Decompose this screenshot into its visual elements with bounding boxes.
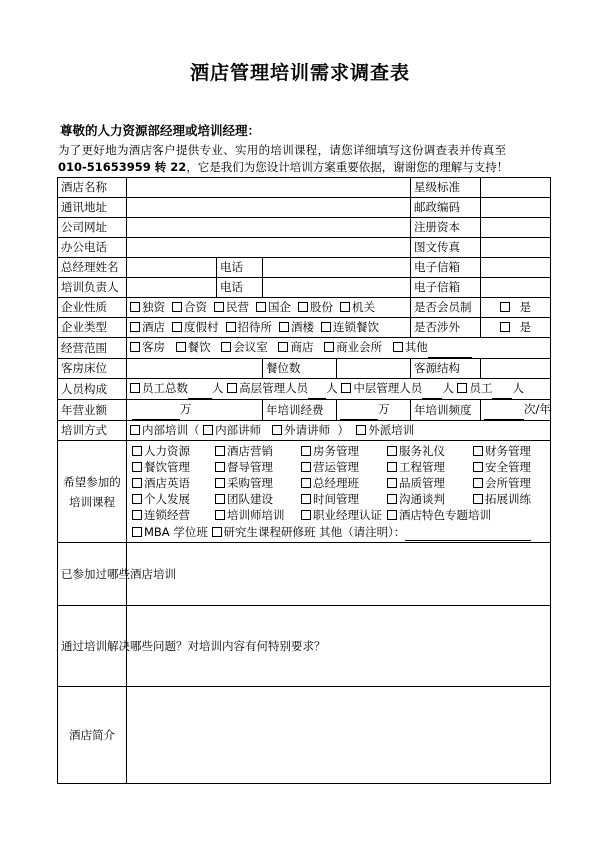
course-label: 会所管理 — [485, 476, 531, 490]
course-option[interactable] — [473, 459, 559, 475]
course-label: 团队建设 — [227, 492, 273, 506]
option-label: 是 — [519, 300, 531, 314]
checkbox-icon[interactable] — [301, 462, 311, 472]
page-title: 酒店管理培训需求调查表 — [189, 62, 410, 84]
course-label: 安全管理 — [485, 460, 531, 474]
course-label: 拓展训练 — [485, 492, 531, 506]
row-training-lead — [58, 278, 551, 298]
label-guest-structure: 客源结构 — [411, 359, 481, 379]
field-gm-phone[interactable] — [263, 258, 411, 278]
checkbox-icon[interactable] — [212, 527, 222, 537]
course-option[interactable] — [132, 443, 215, 459]
survey-form-table — [57, 177, 551, 784]
field-hotel-name[interactable] — [127, 178, 411, 198]
staff-worker-blank[interactable] — [492, 379, 512, 399]
label-gm-email: 电子信箱 — [411, 258, 481, 278]
method-internal-lecturer-label: 内部讲师 — [215, 423, 262, 437]
row-staff — [58, 379, 551, 400]
nature-option[interactable] — [172, 300, 207, 314]
type-options — [127, 318, 411, 338]
label-enterprise-type: 企业类型 — [58, 318, 127, 338]
unit-label: 万 — [378, 402, 390, 416]
checkbox-icon[interactable] — [500, 302, 510, 312]
course-label: 品质管理 — [399, 476, 445, 490]
option-label: 商店 — [290, 340, 314, 354]
row-courses — [58, 441, 551, 543]
checkbox-icon[interactable] — [473, 494, 483, 504]
checkbox-icon[interactable] — [214, 302, 224, 312]
course-option[interactable] — [215, 475, 301, 491]
label-budget: 年培训经费 — [263, 400, 337, 421]
row-enterprise-type — [58, 318, 551, 338]
scope-option[interactable] — [324, 340, 382, 354]
row-problems — [58, 606, 551, 687]
field-registered-capital[interactable] — [481, 218, 551, 238]
checkbox-icon[interactable] — [132, 446, 142, 456]
option-label: 客房 — [142, 340, 165, 354]
intro-line-1: 为了更好地为酒店客户提供专业、实用的培训课程，请您详细填写这份调查表并传真至 — [58, 143, 507, 157]
checkbox-icon[interactable] — [279, 322, 289, 332]
course-option[interactable] — [132, 459, 215, 475]
checkbox-icon[interactable] — [203, 425, 213, 435]
type-option[interactable] — [321, 320, 379, 334]
type-option[interactable] — [172, 320, 219, 334]
nature-option[interactable] — [298, 300, 333, 314]
row-office-phone — [58, 238, 551, 258]
checkbox-icon[interactable] — [221, 342, 231, 352]
option-label: 是 — [519, 320, 531, 334]
unit-label: 万 — [180, 402, 192, 416]
option-label: 连锁餐饮 — [333, 320, 379, 334]
course-label: 营运管理 — [313, 460, 359, 474]
row-attended — [58, 543, 551, 606]
course-label: 工程管理 — [399, 460, 445, 474]
staff-senior-label: 高层管理人员 — [239, 381, 309, 395]
checkbox-icon[interactable] — [256, 302, 266, 312]
checkbox-icon[interactable] — [321, 322, 331, 332]
row-capacity — [58, 359, 551, 379]
field-website[interactable] — [127, 218, 411, 238]
checkbox-icon[interactable] — [132, 527, 142, 537]
checkbox-icon[interactable] — [215, 510, 225, 520]
label-gm-phone: 电话 — [217, 258, 263, 278]
checkbox-icon[interactable] — [130, 302, 140, 312]
row-business-scope — [58, 338, 551, 359]
checkbox-icon[interactable] — [172, 322, 182, 332]
method-options — [127, 421, 551, 441]
label-foreign: 是否涉外 — [411, 318, 481, 338]
course-label: 房务管理 — [313, 444, 359, 458]
type-option[interactable] — [130, 320, 165, 334]
row-hotel-intro — [58, 687, 551, 784]
course-option[interactable] — [132, 475, 215, 491]
label-office-phone: 办公电话 — [58, 238, 127, 258]
field-beds[interactable] — [127, 359, 263, 379]
label-lead-phone: 电话 — [217, 278, 263, 298]
label-star-rating: 星级标准 — [411, 178, 481, 198]
intro-line-2-text: ，它是我们为您设计培训方案重要依据，谢谢您的理解与支持！ — [186, 160, 509, 174]
course-label: 督导管理 — [227, 460, 273, 474]
row-finance — [58, 400, 551, 421]
membership-option[interactable] — [481, 298, 551, 318]
label-hotel-intro: 酒店简介 — [58, 687, 127, 784]
label-postal-code: 邮政编码 — [411, 198, 481, 218]
label-problems: 通过培训解决哪些问题？对培训内容有何特别要求？ — [58, 606, 127, 687]
course-option[interactable] — [215, 491, 301, 507]
scope-other-blank[interactable] — [428, 338, 472, 358]
checkbox-icon[interactable] — [387, 462, 397, 472]
checkbox-icon[interactable] — [226, 322, 236, 332]
nature-option[interactable] — [256, 300, 291, 314]
staff-fields — [127, 379, 551, 400]
checkbox-icon[interactable] — [227, 383, 237, 393]
checkbox-icon[interactable] — [298, 302, 308, 312]
row-training-method — [58, 421, 551, 441]
checkbox-icon[interactable] — [340, 302, 350, 312]
checkbox-icon[interactable] — [387, 510, 397, 520]
type-option[interactable] — [279, 320, 314, 334]
course-option[interactable] — [387, 443, 473, 459]
course-label: 沟通谈判 — [399, 492, 445, 506]
option-label: 酒楼 — [291, 320, 314, 334]
greeting: 尊敬的人力资源部经理或培训经理： — [60, 123, 261, 138]
checkbox-icon[interactable] — [130, 322, 140, 332]
label-attended: 已参加过哪些酒店培训 — [58, 543, 127, 606]
checkbox-icon[interactable] — [473, 446, 483, 456]
unit-label: 人 — [512, 381, 524, 395]
nature-options — [127, 298, 411, 318]
checkbox-icon[interactable] — [301, 478, 311, 488]
checkbox-icon[interactable] — [130, 425, 140, 435]
checkbox-icon[interactable] — [278, 342, 288, 352]
course-option[interactable] — [301, 459, 387, 475]
course-option[interactable] — [387, 491, 473, 507]
foreign-option[interactable] — [481, 318, 551, 338]
checkbox-icon[interactable] — [130, 383, 140, 393]
course-option[interactable] — [301, 507, 387, 523]
unit-label: 人 — [326, 381, 338, 395]
label-website: 公司网址 — [58, 218, 127, 238]
method-outside-label: 外派培训 — [368, 423, 415, 437]
courses-options — [127, 441, 551, 543]
label-fax: 图文传真 — [411, 238, 481, 258]
checkbox-icon[interactable] — [132, 478, 142, 488]
row-address — [58, 198, 551, 218]
checkbox-icon[interactable] — [215, 478, 225, 488]
field-attended[interactable] — [127, 543, 551, 606]
course-other-blank[interactable] — [405, 524, 531, 541]
label-beds: 客房床位 — [58, 359, 127, 379]
option-label: 商业会所 — [336, 340, 383, 354]
course-option[interactable] — [215, 459, 301, 475]
option-label: 酒店 — [142, 320, 165, 334]
checkbox-icon[interactable] — [301, 494, 311, 504]
nature-option[interactable] — [340, 300, 375, 314]
course-mba-label: MBA 学位班 — [144, 525, 208, 539]
checkbox-icon[interactable] — [387, 478, 397, 488]
checkbox-icon[interactable] — [132, 462, 142, 472]
field-seats[interactable] — [337, 359, 411, 379]
staff-middle-blank[interactable] — [422, 379, 442, 399]
field-hotel-intro[interactable] — [127, 687, 551, 784]
checkbox-icon[interactable] — [457, 383, 467, 393]
checkbox-icon[interactable] — [393, 342, 403, 352]
scope-option[interactable] — [278, 340, 313, 354]
course-label: 酒店特色专题培训 — [399, 508, 491, 522]
label-enterprise-nature: 企业性质 — [58, 298, 127, 318]
course-label: 时间管理 — [313, 492, 359, 506]
checkbox-icon[interactable] — [500, 322, 510, 332]
course-label: 财务管理 — [485, 444, 531, 458]
option-label: 国企 — [268, 300, 291, 314]
option-label: 餐饮 — [187, 340, 211, 354]
checkbox-icon[interactable] — [324, 342, 334, 352]
scope-option[interactable] — [221, 340, 268, 354]
field-revenue[interactable] — [127, 400, 263, 421]
staff-total-label: 员工总数 — [142, 381, 188, 395]
option-label: 招待所 — [237, 320, 272, 334]
course-label: 餐饮管理 — [144, 460, 190, 474]
course-option[interactable] — [301, 475, 387, 491]
scope-option[interactable] — [130, 340, 165, 354]
field-gm-email[interactable] — [481, 258, 551, 278]
course-option[interactable] — [215, 443, 301, 459]
field-office-phone[interactable] — [127, 238, 411, 258]
staff-senior-blank[interactable] — [308, 379, 326, 399]
course-label: 连锁经营 — [144, 508, 190, 522]
label-registered-capital: 注册资本 — [411, 218, 481, 238]
checkbox-icon[interactable] — [172, 302, 182, 312]
field-fax[interactable] — [481, 238, 551, 258]
label-gm-name: 总经理姓名 — [58, 258, 127, 278]
unit-label: 人 — [212, 381, 224, 395]
course-label: 服务礼仪 — [399, 444, 445, 458]
course-label: 人力资源 — [144, 444, 190, 458]
option-label: 合资 — [184, 300, 207, 314]
checkbox-icon[interactable] — [176, 342, 186, 352]
option-label: 独资 — [142, 300, 165, 314]
row-enterprise-nature — [58, 298, 551, 318]
intro-line-2 — [58, 159, 556, 176]
checkbox-icon[interactable] — [130, 342, 140, 352]
courses-label-line-2: 培训课程 — [69, 494, 115, 509]
checkbox-icon[interactable] — [356, 425, 366, 435]
field-gm-name[interactable] — [127, 258, 217, 278]
course-option[interactable] — [301, 443, 387, 459]
label-courses — [58, 441, 127, 543]
nature-option[interactable] — [214, 300, 249, 314]
course-option[interactable] — [132, 491, 215, 507]
label-address: 通讯地址 — [58, 198, 127, 218]
option-label: 民营 — [226, 300, 249, 314]
course-option[interactable] — [387, 475, 473, 491]
checkbox-icon[interactable] — [341, 383, 351, 393]
staff-total-blank[interactable] — [188, 379, 212, 399]
checkbox-icon[interactable] — [301, 446, 311, 456]
method-close-paren: ） — [337, 423, 349, 437]
option-label: 其他 — [404, 340, 428, 354]
scope-options — [127, 338, 551, 359]
checkbox-icon[interactable] — [272, 425, 282, 435]
course-option[interactable] — [301, 491, 387, 507]
course-option[interactable] — [473, 491, 559, 507]
course-option[interactable] — [132, 507, 215, 523]
course-option[interactable] — [387, 507, 559, 523]
label-training-method: 培训方式 — [58, 421, 127, 441]
course-option[interactable] — [473, 475, 559, 491]
staff-worker-label: 员工 — [469, 381, 493, 395]
course-other-label: 其他（请注明）： — [319, 525, 406, 539]
fax-number: 010-51653959 — [58, 160, 151, 174]
label-training-lead: 培训负责人 — [58, 278, 127, 298]
unit-label: 人 — [442, 381, 454, 395]
row-gm — [58, 258, 551, 278]
field-lead-email[interactable] — [481, 278, 551, 298]
field-training-lead[interactable] — [127, 278, 217, 298]
nature-option[interactable] — [130, 300, 165, 314]
checkbox-icon[interactable] — [387, 494, 397, 504]
course-option[interactable] — [215, 507, 301, 523]
option-label: 机关 — [352, 300, 375, 314]
course-label: 培训师培训 — [227, 508, 285, 522]
label-frequency: 年培训频度 — [411, 400, 481, 421]
course-label: 总经理班 — [313, 476, 359, 490]
unit-label: 次/年 — [524, 402, 551, 416]
field-budget[interactable] — [337, 400, 411, 421]
scope-option[interactable] — [176, 340, 211, 354]
checkbox-icon[interactable] — [132, 494, 142, 504]
course-last-row — [132, 524, 547, 541]
field-address[interactable] — [127, 198, 411, 218]
checkbox-icon[interactable] — [473, 478, 483, 488]
field-frequency[interactable] — [481, 400, 551, 421]
course-label: 酒店英语 — [144, 476, 190, 490]
checkbox-icon[interactable] — [215, 446, 225, 456]
checkbox-icon[interactable] — [215, 462, 225, 472]
option-label: 股份 — [310, 300, 333, 314]
fax-extension: 转 22 — [150, 160, 187, 174]
label-lead-email: 电子信箱 — [411, 278, 481, 298]
course-label: 酒店营销 — [227, 444, 273, 458]
course-grid — [132, 442, 547, 524]
method-external-lecturer-label: 外请讲师 — [284, 423, 331, 437]
label-membership: 是否会员制 — [411, 298, 481, 318]
scope-option-other[interactable] — [393, 340, 472, 354]
course-option[interactable] — [387, 459, 473, 475]
checkbox-icon[interactable] — [132, 510, 142, 520]
course-label: 采购管理 — [227, 476, 273, 490]
option-label: 会议室 — [233, 340, 268, 354]
staff-middle-label: 中层管理人员 — [353, 381, 423, 395]
field-postal-code[interactable] — [481, 198, 551, 218]
field-lead-phone[interactable] — [263, 278, 411, 298]
checkbox-icon[interactable] — [387, 446, 397, 456]
label-business-scope: 经营范围 — [58, 338, 127, 359]
row-website — [58, 218, 551, 238]
label-seats: 餐位数 — [263, 359, 337, 379]
course-grad-label: 研究生课程研修班 — [223, 525, 316, 539]
row-hotel-name — [58, 178, 551, 198]
course-label: 职业经理认证 — [313, 508, 382, 522]
course-option[interactable] — [473, 443, 559, 459]
intro-paragraph — [58, 142, 556, 176]
field-star-rating[interactable] — [481, 178, 551, 198]
field-guest-structure[interactable] — [481, 359, 551, 379]
label-hotel-name: 酒店名称 — [58, 178, 127, 198]
checkbox-icon[interactable] — [473, 462, 483, 472]
method-internal-label: 内部培训（ — [142, 423, 200, 437]
courses-label-line-1: 希望参加的 — [63, 474, 121, 489]
type-option[interactable] — [226, 320, 273, 334]
course-label: 个人发展 — [144, 492, 190, 506]
checkbox-icon[interactable] — [301, 510, 311, 520]
label-staff: 人员构成 — [58, 379, 127, 400]
checkbox-icon[interactable] — [215, 494, 225, 504]
label-revenue: 年营业额 — [58, 400, 127, 421]
option-label: 度假村 — [184, 320, 219, 334]
